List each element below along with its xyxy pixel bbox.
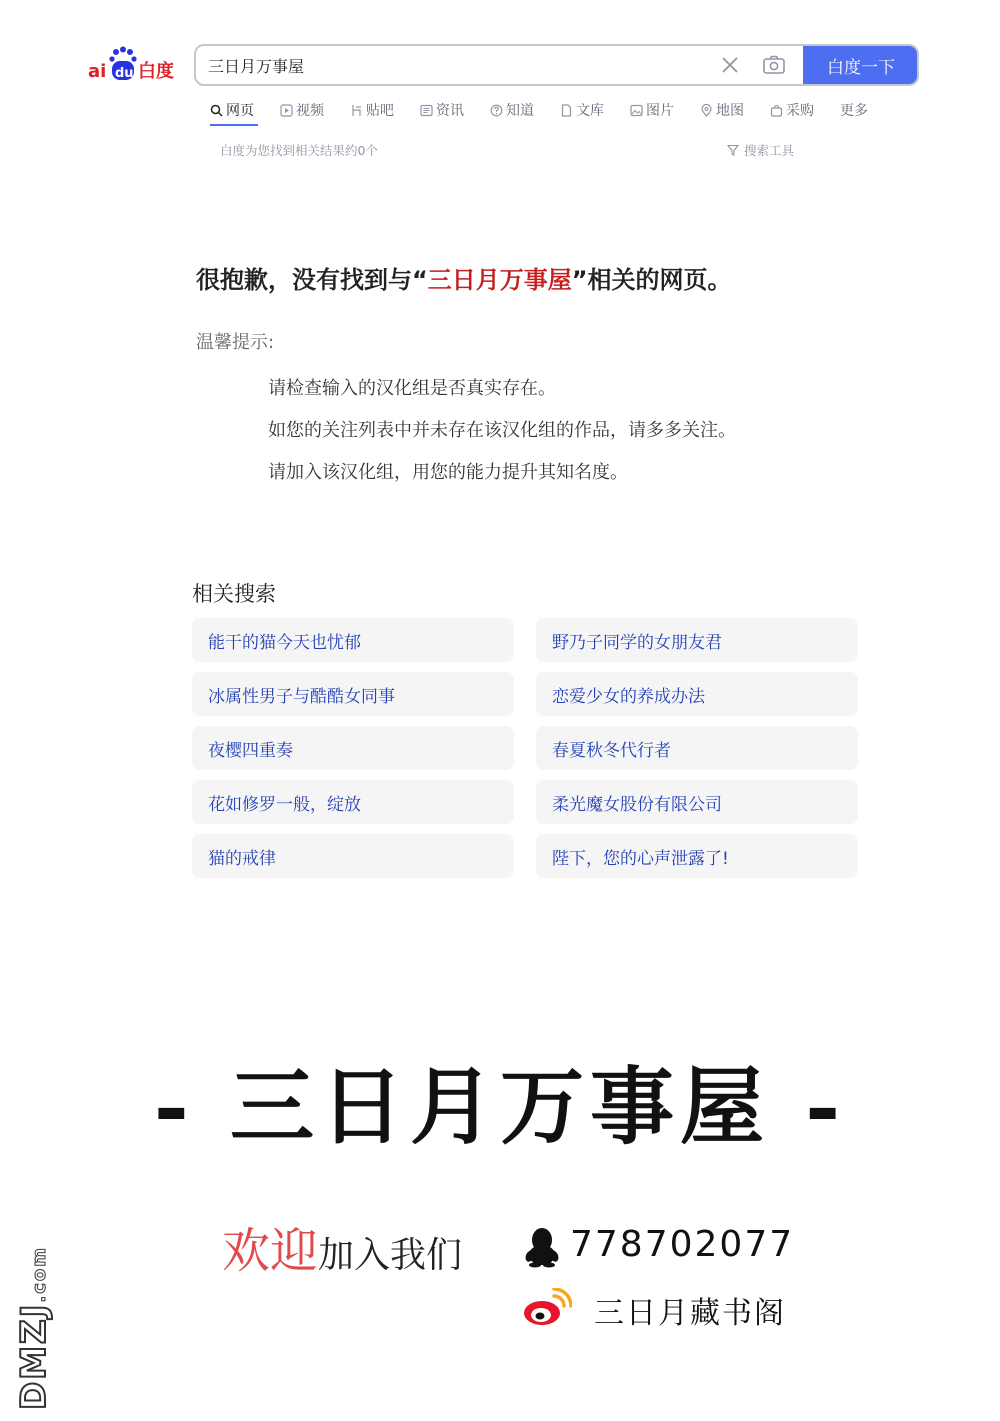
- group-brand-title: - 三日月万事屋 -: [153, 1057, 847, 1156]
- tab-label: 采购: [786, 103, 814, 119]
- tab-more[interactable]: [840, 99, 868, 121]
- play-icon: [280, 104, 293, 117]
- camera-icon[interactable]: [762, 54, 786, 76]
- cart-icon: [770, 104, 783, 117]
- weibo-account-name: 三日月藏书阁: [594, 1296, 786, 1331]
- logo-text-ai: ai: [88, 61, 107, 82]
- logo-text-right: 白度: [138, 61, 174, 82]
- result-count: 白度为您找到相关结果约0个: [220, 143, 378, 158]
- search-input[interactable]: [208, 46, 688, 84]
- tab-web[interactable]: [210, 99, 254, 121]
- tieba-icon: [350, 104, 363, 117]
- tab-label: 文库: [576, 103, 604, 119]
- tab-video[interactable]: [280, 99, 324, 121]
- tab-purchase[interactable]: [770, 99, 814, 121]
- welcome-message: [222, 1212, 462, 1281]
- question-icon: [490, 104, 503, 117]
- related-search-link[interactable]: 野乃子同学的女朋友君: [536, 618, 858, 662]
- no-result-message: [196, 260, 732, 295]
- search-icon: [210, 104, 223, 117]
- filter-icon: [727, 144, 739, 156]
- tab-label: 地图: [716, 103, 744, 119]
- watermark-main: DMZJ: [14, 1302, 54, 1410]
- related-search-link[interactable]: 恋爱少女的养成办法: [536, 672, 858, 716]
- tab-map[interactable]: [700, 99, 744, 121]
- tip-title: 温馨提示:: [196, 332, 275, 353]
- no-result-suffix: ”相关的网页。: [571, 266, 732, 294]
- tab-label: 图片: [646, 103, 674, 119]
- tip-item: 请加入该汉化组，用您的能力提升其知名度。: [268, 462, 628, 483]
- news-icon: [420, 104, 433, 117]
- welcome-red: 欢迎: [222, 1223, 319, 1279]
- search-tools-button[interactable]: [727, 141, 794, 159]
- tab-label: 网页: [226, 103, 254, 119]
- search-tools-label: 搜索工具: [744, 143, 795, 158]
- welcome-black: 加入我们: [318, 1235, 463, 1276]
- image-icon: [630, 104, 643, 117]
- weibo-icon: [522, 1288, 572, 1328]
- search-tabs: [210, 99, 894, 129]
- watermark-small: .com: [29, 1245, 50, 1303]
- no-result-prefix: 很抱歉，没有找到与“: [196, 266, 428, 294]
- tab-news[interactable]: [420, 99, 464, 121]
- baidu-logo[interactable]: [88, 46, 180, 82]
- related-search-link[interactable]: 能干的猫今天也忧郁: [192, 618, 514, 662]
- tip-item: 请检查输入的汉化组是否真实存在。: [268, 378, 556, 399]
- no-result-query: 三日月万事屋: [427, 266, 572, 294]
- tab-image[interactable]: [630, 99, 674, 121]
- doc-icon: [560, 104, 573, 117]
- related-search-link[interactable]: 夜樱四重奏: [192, 726, 514, 770]
- tab-zhidao[interactable]: [490, 99, 534, 121]
- tab-label: 贴吧: [366, 103, 394, 119]
- qq-penguin-icon: [524, 1226, 560, 1268]
- related-search-link[interactable]: 猫的戒律: [192, 834, 514, 878]
- related-search-link[interactable]: 冰属性男子与酷酷女同事: [192, 672, 514, 716]
- logo-text-du: du: [115, 66, 134, 81]
- tab-tieba[interactable]: [350, 99, 394, 121]
- close-icon[interactable]: [721, 56, 739, 74]
- tab-label: 视频: [296, 103, 324, 119]
- tip-item: 如您的关注列表中并未存在该汉化组的作品，请多多关注。: [268, 420, 736, 441]
- search-box[interactable]: [194, 44, 919, 86]
- related-search-link[interactable]: 柔光魔女股份有限公司: [536, 780, 858, 824]
- related-search-link[interactable]: 春夏秋冬代行者: [536, 726, 858, 770]
- tip-list: [268, 368, 736, 494]
- related-searches: [192, 618, 858, 878]
- tab-label: 更多: [840, 103, 868, 119]
- related-search-link[interactable]: 陛下，您的心声泄露了!: [536, 834, 858, 878]
- map-icon: [700, 104, 713, 117]
- related-searches-title: 相关搜索: [192, 582, 276, 606]
- related-search-link[interactable]: 花如修罗一般，绽放: [192, 780, 514, 824]
- search-button[interactable]: 白度一下: [803, 44, 919, 86]
- tab-label: 资讯: [436, 103, 464, 119]
- tab-wenku[interactable]: [560, 99, 604, 121]
- qq-group-number: 778702077: [570, 1224, 795, 1265]
- active-tab-indicator: [210, 124, 258, 126]
- site-watermark: [14, 1246, 54, 1410]
- tab-label: 知道: [506, 103, 534, 119]
